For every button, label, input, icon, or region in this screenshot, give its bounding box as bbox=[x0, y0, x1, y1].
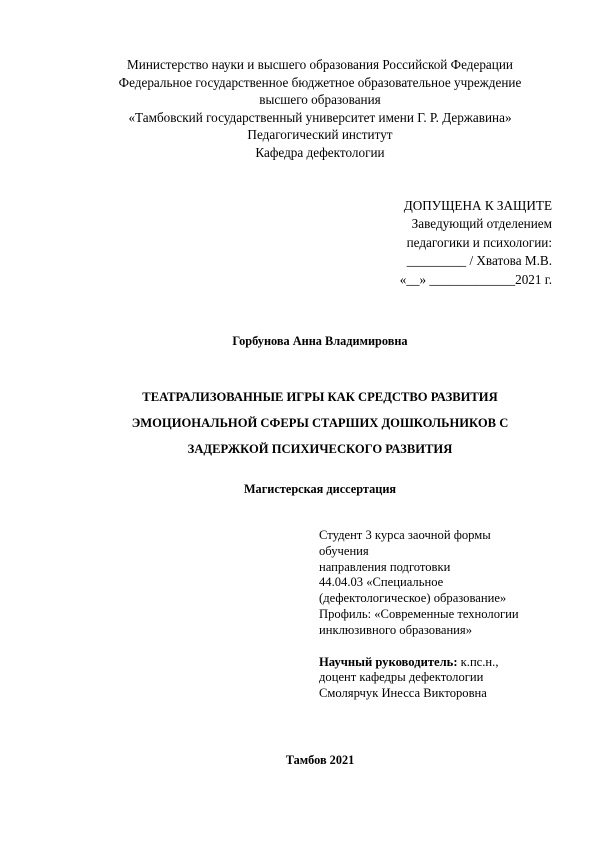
education-level-line: высшего образования bbox=[259, 92, 381, 108]
study-direction-name: (дефектологическое) образование» bbox=[319, 591, 507, 606]
supervisor-name: Смолярчук Инесса Викторовна bbox=[319, 686, 487, 701]
institution-header bbox=[0, 56, 595, 162]
student-course-cont: обучения bbox=[319, 543, 369, 558]
study-direction-code: 44.04.03 «Специальное bbox=[319, 575, 444, 590]
approval-block bbox=[400, 197, 552, 289]
profile-line-cont: инклюзивного образования» bbox=[319, 622, 473, 637]
institute-line: Педагогический институт bbox=[247, 127, 393, 143]
supervisor-degree: к.пс.н., bbox=[457, 654, 499, 669]
spacer bbox=[319, 639, 559, 655]
profile-line: Профиль: «Современные технологии bbox=[319, 606, 519, 621]
supervisor-line bbox=[319, 655, 559, 671]
thesis-title-line: ЗАДЕРЖКОЙ ПСИХИЧЕСКОГО РАЗВИТИЯ bbox=[187, 442, 453, 456]
university-name-line: «Тамбовский государственный университет имени Г. Р. Державина» bbox=[128, 109, 512, 125]
thesis-title bbox=[0, 384, 595, 462]
approver-position: Заведующий отделением bbox=[411, 216, 552, 232]
student-course: Студент 3 курса заочной формы bbox=[319, 528, 491, 542]
approver-signature: _________ / Хватова М.В. bbox=[406, 253, 552, 269]
document-type: Магистерская диссертация bbox=[243, 482, 397, 496]
student-info-block bbox=[319, 528, 559, 702]
author-name: Горбунова Анна Владимировна bbox=[232, 334, 408, 348]
thesis-title-line: ТЕАТРАЛИЗОВАННЫЕ ИГРЫ КАК СРЕДСТВО РАЗВИТИЯ bbox=[142, 390, 498, 404]
city-year: Тамбов 2021 bbox=[285, 753, 355, 767]
institution-type-line: Федеральное государственное бюджетное образовательное учреждение bbox=[118, 74, 522, 90]
supervisor-label: Научный руководитель: bbox=[319, 654, 458, 669]
approval-heading: ДОПУЩЕНА К ЗАЩИТЕ bbox=[403, 198, 552, 213]
supervisor-position: доцент кафедры дефектологии bbox=[319, 670, 484, 685]
approver-department: педагогики и психологии: bbox=[406, 234, 552, 250]
study-direction-label: направления подготовки bbox=[319, 559, 451, 574]
thesis-title-line: ЭМОЦИОНАЛЬНОЙ СФЕРЫ СТАРШИХ ДОШКОЛЬНИКОВ С bbox=[131, 416, 509, 430]
ministry-line: Министерство науки и высшего образования Российской Федерации bbox=[127, 57, 513, 72]
approval-date: «__» _____________2021 г. bbox=[399, 271, 552, 287]
department-line: Кафедра дефектологии bbox=[255, 144, 385, 160]
